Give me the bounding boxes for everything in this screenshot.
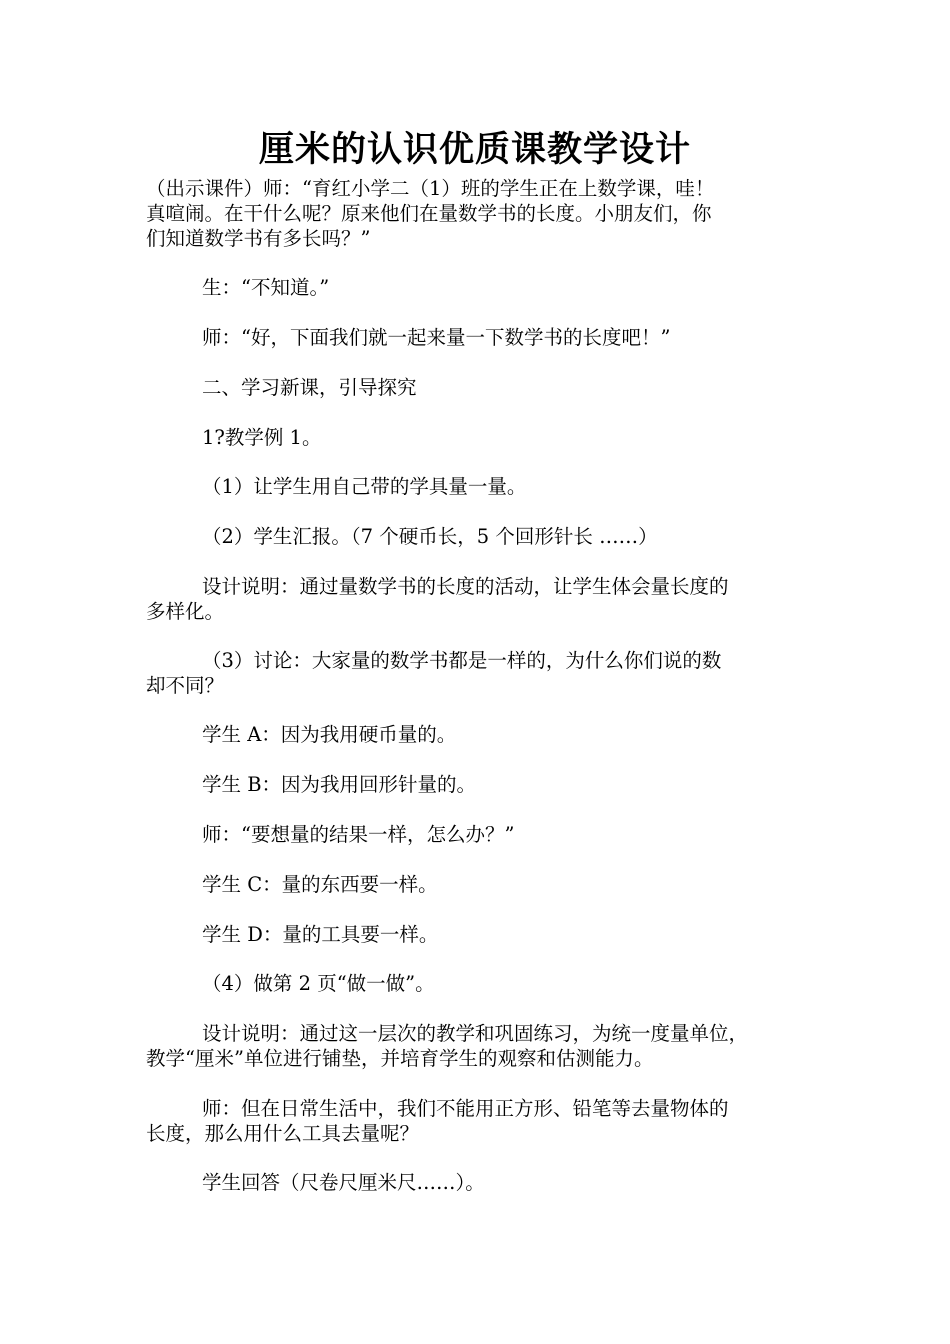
paragraph-teacher-tools (146, 1096, 816, 1146)
paragraph-step-4 (146, 971, 816, 996)
text-line: 师：“要想量的结果一样，怎么办？” (202, 823, 515, 846)
text-line: （3）讨论：大家量的数学书都是一样的，为什么你们说的数 (202, 649, 722, 672)
paragraph-student-a (146, 722, 816, 747)
text-line: 学生 B：因为我用回形针量的。 (202, 773, 477, 796)
paragraph-design-note-2 (146, 1021, 816, 1071)
section-heading (146, 375, 816, 400)
text-line: 多样化。 (146, 600, 225, 623)
paragraph-step-2 (146, 524, 816, 549)
paragraph-student-reply (146, 275, 816, 300)
paragraph-design-note-1 (146, 574, 816, 624)
paragraph-teacher-prompt (146, 325, 816, 350)
text-line: 设计说明：通过这一层次的教学和巩固练习，为统一度量单位， (202, 1022, 749, 1045)
paragraph-example (146, 425, 816, 450)
paragraph-student-c (146, 872, 816, 897)
text-line: 师：“好，下面我们就一起来量一下数学书的长度吧！” (202, 326, 671, 349)
text-line: 学生 A：因为我用硬币量的。 (202, 723, 457, 746)
text-line: 学生 C：量的东西要一样。 (202, 873, 438, 896)
text-line: 师：但在日常生活中，我们不能用正方形、铅笔等去量物体的 (202, 1097, 729, 1120)
text-line: （1）让学生用自己带的学具量一量。 (202, 475, 527, 498)
text-line: 学生 D：量的工具要一样。 (202, 923, 439, 946)
text-line: 却不同？ (146, 674, 225, 697)
text-line: 生：“不知道。” (202, 276, 330, 299)
paragraph-step-1 (146, 474, 816, 499)
paragraph-teacher-question (146, 822, 816, 847)
text-line: （出示课件）师：“育红小学二（1）班的学生正在上数学课，哇！ (146, 177, 715, 200)
paragraph-student-b (146, 772, 816, 797)
paragraph-step-3 (146, 648, 816, 698)
text-line: 们知道数学书有多长吗？” (146, 227, 371, 250)
text-line: 教学“厘米”单位进行铺垫，并培育学生的观察和估测能力。 (146, 1047, 654, 1070)
text-line: 学生回答（尺卷尺厘米尺……）。 (202, 1171, 485, 1194)
text-line: （4）做第 2 页“做一做”。 (202, 972, 435, 995)
text-line: 二、学习新课，引导探究 (202, 376, 417, 399)
text-line: 1?教学例 1。 (202, 426, 322, 449)
text-line: 长度，那么用什么工具去量呢？ (146, 1122, 420, 1145)
text-line: （2）学生汇报。（7 个硬币长，5 个回形针长 ……） (202, 525, 658, 548)
text-line: 真喧闹。在干什么呢？原来他们在量数学书的长度。小朋友们，你 (146, 202, 712, 225)
document-title: 厘米的认识优质课教学设计 (258, 129, 691, 170)
paragraph-intro (146, 176, 816, 251)
paragraph-student-d (146, 922, 816, 947)
paragraph-student-answer (146, 1170, 816, 1195)
text-line: 设计说明：通过量数学书的长度的活动，让学生体会量长度的 (202, 575, 729, 598)
